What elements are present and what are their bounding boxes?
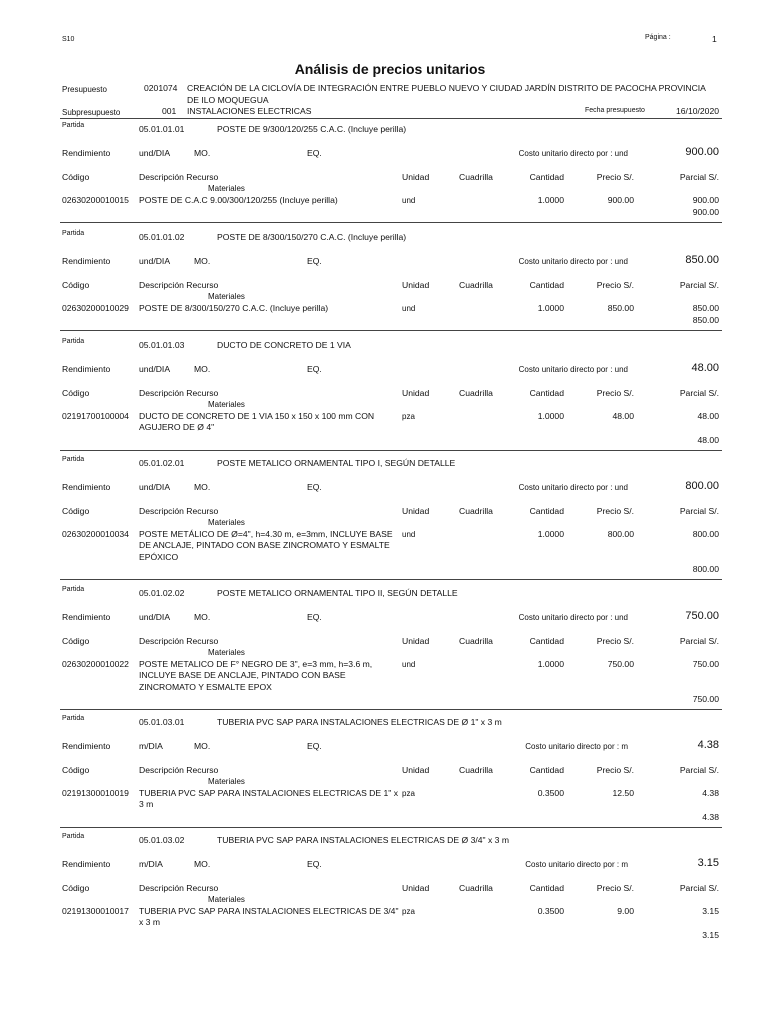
rendimiento-label: Rendimiento bbox=[62, 148, 111, 158]
partida-code: 05.01.03.01 bbox=[139, 717, 185, 727]
subpresupuesto-label: Subpresupuesto bbox=[62, 108, 121, 117]
resource-unit: pza bbox=[402, 412, 415, 421]
fecha-label: Fecha presupuesto bbox=[585, 107, 645, 114]
materiales-label: Materiales bbox=[208, 518, 245, 527]
materiales-label: Materiales bbox=[208, 895, 245, 904]
resource-unit: und bbox=[402, 196, 416, 205]
cantidad-header: Cantidad bbox=[529, 280, 564, 290]
resource-unit: und bbox=[402, 304, 416, 313]
cost-value: 3.15 bbox=[697, 857, 719, 869]
parcial-header: Parcial S/. bbox=[679, 172, 719, 182]
codigo-header: Código bbox=[62, 280, 90, 290]
partida-label: Partida bbox=[62, 122, 85, 129]
resource-code: 02191700100004 bbox=[62, 411, 129, 421]
cantidad-header: Cantidad bbox=[529, 636, 564, 646]
resource-price: 900.00 bbox=[607, 195, 634, 205]
resource-description-line: TUBERIA PVC SAP PARA INSTALACIONES ELECTRICAS DE 1" x bbox=[139, 788, 399, 798]
resource-quantity: 1.0000 bbox=[537, 411, 564, 421]
materiales-label: Materiales bbox=[208, 648, 245, 657]
eq-label: EQ. bbox=[307, 482, 322, 492]
resource-price: 800.00 bbox=[607, 529, 634, 539]
cuadrilla-header: Cuadrilla bbox=[459, 172, 493, 182]
parcial-header: Parcial S/. bbox=[679, 506, 719, 516]
rendimiento-label: Rendimiento bbox=[62, 256, 111, 266]
cantidad-header: Cantidad bbox=[529, 172, 564, 182]
parcial-header: Parcial S/. bbox=[679, 388, 719, 398]
presupuesto-label: Presupuesto bbox=[62, 85, 107, 94]
cost-label: Costo unitario directo por : und bbox=[518, 365, 628, 374]
eq-label: EQ. bbox=[307, 612, 322, 622]
cost-label: Costo unitario directo por : und bbox=[518, 483, 628, 492]
precio-header: Precio S/. bbox=[596, 388, 634, 398]
cost-value: 4.38 bbox=[697, 739, 719, 751]
partida-label: Partida bbox=[62, 833, 85, 840]
cost-value: 48.00 bbox=[691, 362, 719, 374]
resource-description-line: POSTE METÁLICO DE Ø=4", h=4.30 m, e=3mm, INCLUYE BASE bbox=[139, 529, 393, 539]
eq-label: EQ. bbox=[307, 256, 322, 266]
rendimiento-label: Rendimiento bbox=[62, 612, 111, 622]
partida-label: Partida bbox=[62, 230, 85, 237]
cuadrilla-header: Cuadrilla bbox=[459, 765, 493, 775]
materiales-label: Materiales bbox=[208, 777, 245, 786]
descripcion-header: Descripción Recurso bbox=[139, 172, 219, 182]
cuadrilla-header: Cuadrilla bbox=[459, 388, 493, 398]
cost-value: 800.00 bbox=[685, 480, 719, 492]
partida-label: Partida bbox=[62, 456, 85, 463]
resource-description-line: TUBERIA PVC SAP PARA INSTALACIONES ELECTRICAS DE 3/4" bbox=[139, 906, 399, 916]
presupuesto-description: CREACIÓN DE LA CICLOVÍA DE INTEGRACIÓN ENTRE PUEBLO NUEVO Y CIUDAD JARDÍN DISTRITO DE PACOCHA PROVINCIA bbox=[187, 83, 706, 93]
resource-description-line: DE ANCLAJE, PINTADO CON BASE ZINCROMATO Y ESMALTE bbox=[139, 540, 390, 551]
materiales-label: Materiales bbox=[208, 400, 245, 409]
resource-description-line: INCLUYE BASE DE ANCLAJE, PINTADO CON BASE bbox=[139, 670, 346, 681]
codigo-header: Código bbox=[62, 765, 90, 775]
materials-subtotal: 4.38 bbox=[702, 811, 719, 822]
materiales-label: Materiales bbox=[208, 292, 245, 301]
resource-partial: 3.15 bbox=[702, 906, 719, 916]
mo-label: MO. bbox=[194, 859, 211, 869]
cantidad-header: Cantidad bbox=[529, 765, 564, 775]
resource-quantity: 1.0000 bbox=[537, 529, 564, 539]
cost-label: Costo unitario directo por : m bbox=[525, 742, 628, 751]
rendimiento-label: Rendimiento bbox=[62, 482, 111, 492]
resource-quantity: 1.0000 bbox=[537, 659, 564, 669]
section-divider bbox=[60, 709, 722, 710]
codigo-header: Código bbox=[62, 883, 90, 893]
partida-section-3 bbox=[0, 337, 768, 467]
rendimiento-unit: und/DIA bbox=[139, 256, 171, 266]
materials-subtotal: 800.00 bbox=[692, 563, 719, 574]
rendimiento-unit: und/DIA bbox=[139, 482, 171, 492]
partida-title: TUBERIA PVC SAP PARA INSTALACIONES ELECTRICAS DE Ø 1" x 3 m bbox=[217, 717, 502, 727]
section-divider bbox=[60, 579, 722, 580]
rendimiento-label: Rendimiento bbox=[62, 741, 111, 751]
subpresupuesto-description: INSTALACIONES ELECTRICAS bbox=[187, 106, 312, 116]
resource-code: 02191300010017 bbox=[62, 906, 129, 916]
resource-description-line: POSTE DE C.A.C 9.00/300/120/255 (Incluye perilla) bbox=[139, 195, 338, 205]
partida-code: 05.01.03.02 bbox=[139, 835, 185, 845]
rendimiento-label: Rendimiento bbox=[62, 364, 111, 374]
resource-description bbox=[139, 411, 374, 434]
resource-description-line: POSTE DE 8/300/150/270 C.A.C. (Incluye perilla) bbox=[139, 303, 329, 313]
resource-unit: und bbox=[402, 530, 416, 539]
mo-label: MO. bbox=[194, 482, 211, 492]
resource-code: 02630200010022 bbox=[62, 659, 129, 669]
cantidad-header: Cantidad bbox=[529, 388, 564, 398]
resource-code: 02191300010019 bbox=[62, 788, 129, 798]
resource-partial: 750.00 bbox=[692, 659, 719, 669]
resource-description bbox=[139, 195, 338, 206]
unidad-header: Unidad bbox=[402, 765, 430, 775]
page-number: 1 bbox=[712, 34, 717, 44]
partida-title: POSTE DE 9/300/120/255 C.A.C. (Incluye perilla) bbox=[217, 124, 407, 134]
cost-value: 850.00 bbox=[685, 254, 719, 266]
mo-label: MO. bbox=[194, 741, 211, 751]
section-divider bbox=[60, 330, 722, 331]
resource-description-line: DUCTO DE CONCRETO DE 1 VIA 150 x 150 x 100 mm CON bbox=[139, 411, 375, 421]
descripcion-header: Descripción Recurso bbox=[139, 280, 219, 290]
partida-code: 05.01.01.02 bbox=[139, 232, 185, 242]
unidad-header: Unidad bbox=[402, 280, 430, 290]
system-label: S10 bbox=[62, 36, 75, 43]
cuadrilla-header: Cuadrilla bbox=[459, 280, 493, 290]
page-title: Análisis de precios unitarios bbox=[294, 61, 486, 77]
eq-label: EQ. bbox=[307, 364, 322, 374]
rendimiento-unit: und/DIA bbox=[139, 364, 171, 374]
resource-code: 02630200010034 bbox=[62, 529, 129, 539]
precio-header: Precio S/. bbox=[596, 636, 634, 646]
header-divider bbox=[60, 118, 722, 119]
codigo-header: Código bbox=[62, 172, 90, 182]
cost-value: 750.00 bbox=[685, 610, 719, 622]
cuadrilla-header: Cuadrilla bbox=[459, 506, 493, 516]
resource-price: 48.00 bbox=[612, 411, 634, 421]
codigo-header: Código bbox=[62, 506, 90, 516]
partida-code: 05.01.01.03 bbox=[139, 340, 185, 350]
precio-header: Precio S/. bbox=[596, 506, 634, 516]
cost-label: Costo unitario directo por : und bbox=[518, 613, 628, 622]
materiales-label: Materiales bbox=[208, 184, 245, 193]
rendimiento-unit: und/DIA bbox=[139, 612, 171, 622]
resource-description bbox=[139, 529, 393, 563]
resource-quantity: 1.0000 bbox=[537, 303, 564, 313]
descripcion-header: Descripción Recurso bbox=[139, 506, 219, 516]
partida-title: POSTE METALICO ORNAMENTAL TIPO I, SEGÚN DETALLE bbox=[217, 458, 456, 468]
resource-quantity: 0.3500 bbox=[537, 788, 564, 798]
resource-code: 02630200010029 bbox=[62, 303, 129, 313]
descripcion-header: Descripción Recurso bbox=[139, 765, 219, 775]
partida-title: POSTE METALICO ORNAMENTAL TIPO II, SEGÚN DETALLE bbox=[217, 588, 458, 598]
materials-subtotal: 850.00 bbox=[692, 315, 719, 325]
section-divider bbox=[60, 222, 722, 223]
resource-unit: pza bbox=[402, 907, 415, 916]
cost-label: Costo unitario directo por : und bbox=[518, 257, 628, 266]
cost-label: Costo unitario directo por : m bbox=[525, 860, 628, 869]
partida-section-7 bbox=[0, 832, 768, 962]
rendimiento-unit: und/DIA bbox=[139, 148, 171, 158]
codigo-header: Código bbox=[62, 636, 90, 646]
partida-title: TUBERIA PVC SAP PARA INSTALACIONES ELECTRICAS DE Ø 3/4" x 3 m bbox=[217, 835, 509, 845]
presupuesto-code: 0201074 bbox=[144, 83, 178, 93]
rendimiento-unit: m/DIA bbox=[139, 741, 163, 751]
materials-subtotal: 900.00 bbox=[692, 207, 719, 217]
resource-price: 850.00 bbox=[607, 303, 634, 313]
section-divider bbox=[60, 827, 722, 828]
materials-subtotal: 750.00 bbox=[692, 693, 719, 704]
eq-label: EQ. bbox=[307, 148, 322, 158]
eq-label: EQ. bbox=[307, 859, 322, 869]
partida-section-5 bbox=[0, 585, 768, 715]
fecha-value: 16/10/2020 bbox=[676, 106, 720, 116]
resource-description bbox=[139, 659, 372, 693]
descripcion-header: Descripción Recurso bbox=[139, 883, 219, 893]
presupuesto-description-cont: DE ILO MOQUEGUA bbox=[187, 95, 269, 105]
parcial-header: Parcial S/. bbox=[679, 636, 719, 646]
resource-partial: 4.38 bbox=[702, 788, 719, 798]
mo-label: MO. bbox=[194, 256, 211, 266]
unidad-header: Unidad bbox=[402, 506, 430, 516]
unidad-header: Unidad bbox=[402, 883, 430, 893]
resource-description-line: EPÓXICO bbox=[139, 551, 179, 562]
cuadrilla-header: Cuadrilla bbox=[459, 883, 493, 893]
partida-label: Partida bbox=[62, 586, 85, 593]
resource-description bbox=[139, 303, 328, 314]
mo-label: MO. bbox=[194, 612, 211, 622]
section-divider bbox=[60, 450, 722, 451]
resource-partial: 850.00 bbox=[692, 303, 719, 313]
resource-description-line: POSTE METALICO DE F° NEGRO DE 3", e=3 mm, h=3.6 m, bbox=[139, 659, 373, 669]
unidad-header: Unidad bbox=[402, 172, 430, 182]
descripcion-header: Descripción Recurso bbox=[139, 388, 219, 398]
unidad-header: Unidad bbox=[402, 388, 430, 398]
parcial-header: Parcial S/. bbox=[679, 280, 719, 290]
partida-section-4 bbox=[0, 455, 768, 585]
resource-quantity: 0.3500 bbox=[537, 906, 564, 916]
parcial-header: Parcial S/. bbox=[679, 765, 719, 775]
resource-price: 9.00 bbox=[617, 906, 634, 916]
materials-subtotal: 3.15 bbox=[702, 929, 719, 940]
eq-label: EQ. bbox=[307, 741, 322, 751]
precio-header: Precio S/. bbox=[596, 765, 634, 775]
resource-description bbox=[139, 788, 398, 811]
partida-code: 05.01.02.01 bbox=[139, 458, 185, 468]
resource-partial: 800.00 bbox=[692, 529, 719, 539]
resource-description-line: 3 m bbox=[139, 799, 154, 810]
resource-price: 12.50 bbox=[612, 788, 634, 798]
unidad-header: Unidad bbox=[402, 636, 430, 646]
resource-partial: 48.00 bbox=[697, 411, 719, 421]
partida-title: DUCTO DE CONCRETO DE 1 VIA bbox=[217, 340, 351, 350]
descripcion-header: Descripción Recurso bbox=[139, 636, 219, 646]
cantidad-header: Cantidad bbox=[529, 506, 564, 516]
cuadrilla-header: Cuadrilla bbox=[459, 636, 493, 646]
precio-header: Precio S/. bbox=[596, 172, 634, 182]
resource-price: 750.00 bbox=[607, 659, 634, 669]
precio-header: Precio S/. bbox=[596, 883, 634, 893]
cantidad-header: Cantidad bbox=[529, 883, 564, 893]
partida-label: Partida bbox=[62, 338, 85, 345]
rendimiento-unit: m/DIA bbox=[139, 859, 163, 869]
resource-description bbox=[139, 906, 399, 929]
partida-code: 05.01.01.01 bbox=[139, 124, 185, 134]
resource-description-line: ZINCROMATO Y ESMALTE EPOX bbox=[139, 681, 272, 692]
page-label: Página : bbox=[645, 34, 671, 41]
subpresupuesto-code: 001 bbox=[162, 106, 177, 116]
cost-label: Costo unitario directo por : und bbox=[518, 149, 628, 158]
rendimiento-label: Rendimiento bbox=[62, 859, 111, 869]
precio-header: Precio S/. bbox=[596, 280, 634, 290]
resource-description-line: x 3 m bbox=[139, 917, 161, 928]
mo-label: MO. bbox=[194, 364, 211, 374]
partida-section-6 bbox=[0, 714, 768, 844]
materials-subtotal: 48.00 bbox=[697, 434, 719, 445]
partida-code: 05.01.02.02 bbox=[139, 588, 185, 598]
parcial-header: Parcial S/. bbox=[679, 883, 719, 893]
resource-description-line: AGUJERO DE Ø 4" bbox=[139, 422, 215, 433]
codigo-header: Código bbox=[62, 388, 90, 398]
partida-title: POSTE DE 8/300/150/270 C.A.C. (Incluye perilla) bbox=[217, 232, 407, 242]
mo-label: MO. bbox=[194, 148, 211, 158]
partida-label: Partida bbox=[62, 715, 85, 722]
resource-quantity: 1.0000 bbox=[537, 195, 564, 205]
resource-unit: pza bbox=[402, 789, 415, 798]
cost-value: 900.00 bbox=[685, 146, 719, 158]
resource-code: 02630200010015 bbox=[62, 195, 129, 205]
resource-unit: und bbox=[402, 660, 416, 669]
resource-partial: 900.00 bbox=[692, 195, 719, 205]
